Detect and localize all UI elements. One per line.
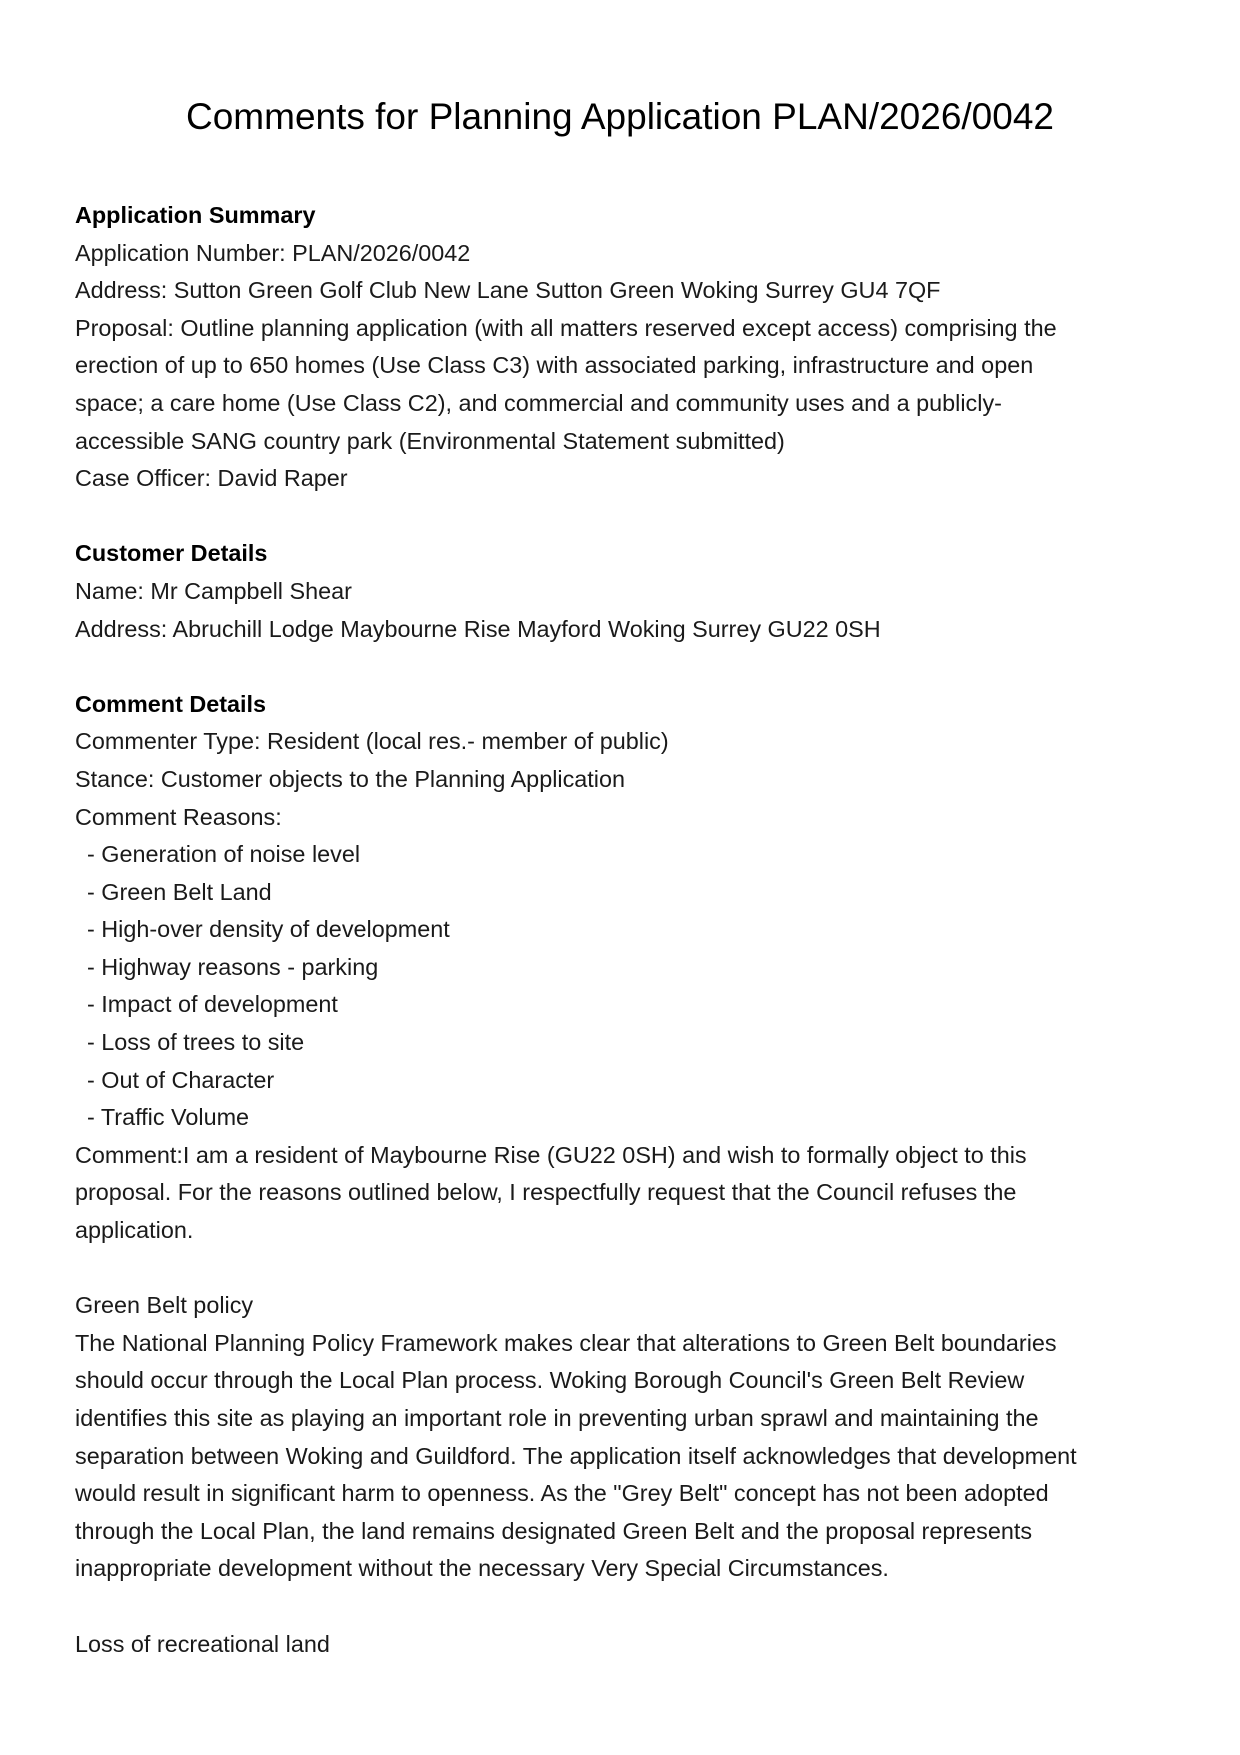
paragraph-gap	[75, 1250, 1175, 1288]
application-summary-section	[75, 197, 1175, 498]
section-gap	[75, 648, 1175, 686]
customer-name: Name: Mr Campbell Shear	[75, 577, 352, 604]
customer-address: Address: Abruchill Lodge Maybourne Rise Mayford Woking Surrey GU22 0SH	[75, 615, 881, 642]
proposal-line: accessible SANG country park (Environmental Statement submitted)	[75, 427, 785, 454]
green-belt-text-line: through the Local Plan, the land remains designated Green Belt and the proposal represents	[75, 1517, 1033, 1544]
green-belt-text-line: inappropriate development without the necessary Very Special Circumstances.	[75, 1555, 889, 1582]
list-item: - Highway reasons - parking	[87, 953, 379, 980]
list-item: - Loss of trees to site	[87, 1029, 305, 1056]
recreational-land-heading: Loss of recreational land	[75, 1630, 330, 1657]
list-item: - Generation of noise level	[87, 841, 361, 868]
green-belt-text-line: should occur through the Local Plan process. Woking Borough Council's Green Belt Review	[75, 1367, 1025, 1394]
document-body	[75, 197, 1175, 1663]
comment-details-heading: Comment Details	[75, 690, 267, 717]
customer-details-section	[75, 535, 1175, 648]
green-belt-text-line: identifies this site as playing an important role in preventing urban sprawl and maintaining the	[75, 1405, 1039, 1431]
proposal-line: Proposal: Outline planning application (with all matters reserved except access) comprising the	[75, 314, 1057, 341]
comment-reasons-label: Comment Reasons:	[75, 803, 282, 830]
list-item: - Green Belt Land	[87, 878, 272, 905]
comment-reasons-list	[75, 836, 1175, 1137]
comment-text-line: proposal. For the reasons outlined below, I respectfully request that the Council refuses the	[75, 1179, 1017, 1206]
stance: Stance: Customer objects to the Planning Application	[75, 765, 626, 792]
comment-details-section	[75, 686, 1175, 1663]
comment-text-line: application.	[75, 1217, 194, 1244]
list-item: - Impact of development	[87, 991, 338, 1018]
green-belt-text-line: separation between Woking and Guildford. The application itself acknowledges that development	[75, 1442, 1077, 1469]
application-number: Application Number: PLAN/2026/0042	[75, 239, 471, 266]
green-belt-heading: Green Belt policy	[75, 1292, 254, 1319]
proposal-line: space; a care home (Use Class C2), and commercial and community uses and a publicly-	[75, 389, 1002, 416]
proposal-line: erection of up to 650 homes (Use Class C3) with associated parking, infrastructure and open	[75, 352, 1034, 379]
section-gap	[75, 498, 1175, 536]
application-address: Address: Sutton Green Golf Club New Lane Sutton Green Woking Surrey GU4 7QF	[75, 277, 941, 304]
case-officer: Case Officer: David Raper	[75, 465, 348, 492]
page-title: Comments for Planning Application PLAN/2026/0042	[186, 96, 1054, 137]
comment-text-line: Comment:I am a resident of Maybourne Rise (GU22 0SH) and wish to formally object to this	[75, 1141, 1027, 1168]
list-item: - Traffic Volume	[87, 1104, 250, 1131]
green-belt-text-line: would result in significant harm to openness. As the "Grey Belt" concept has not been adopted	[75, 1480, 1049, 1507]
customer-details-heading: Customer Details	[75, 540, 268, 567]
green-belt-text-line: The National Planning Policy Framework makes clear that alterations to Green Belt boundaries	[75, 1329, 1057, 1356]
list-item: - High-over density of development	[87, 916, 450, 943]
paragraph-gap	[75, 1588, 1175, 1626]
commenter-type: Commenter Type: Resident (local res.- member of public)	[75, 728, 669, 755]
application-summary-heading: Application Summary	[75, 202, 316, 228]
list-item: - Out of Character	[87, 1066, 275, 1093]
